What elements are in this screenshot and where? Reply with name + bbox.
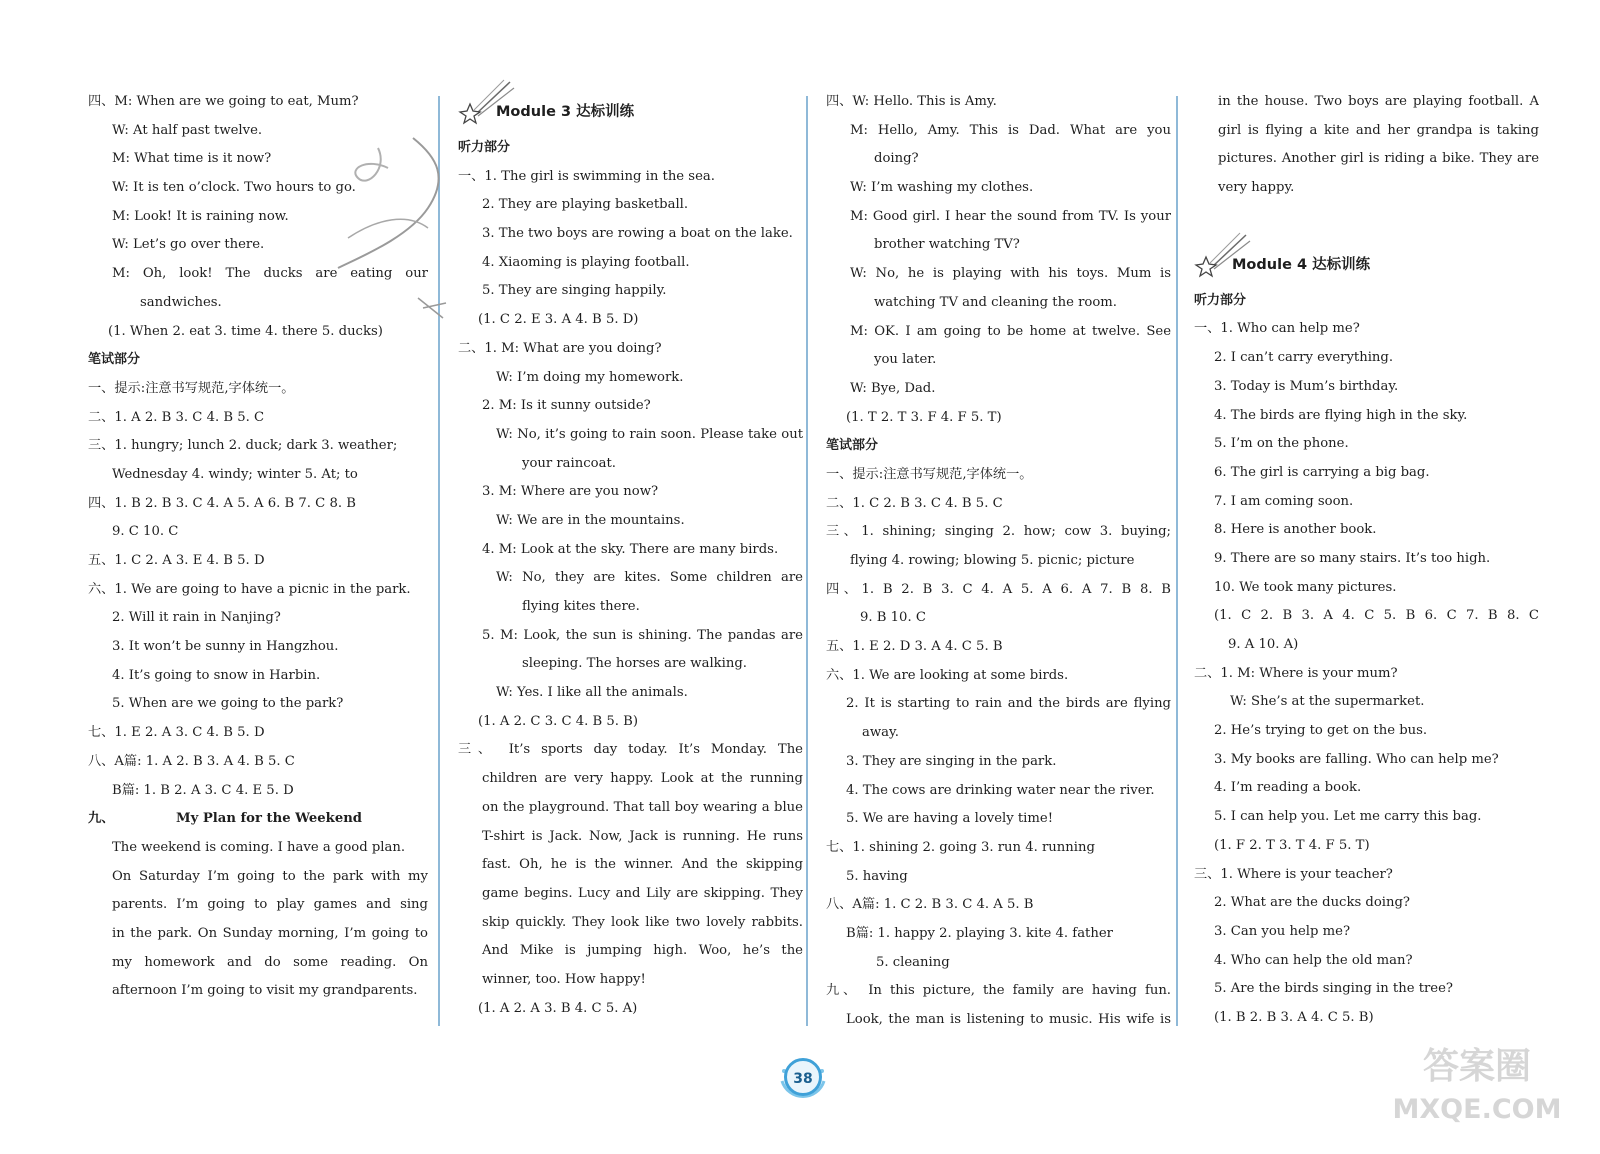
- text-line: sandwiches.: [140, 294, 222, 310]
- passage-line: on the playground. That tall boy wearing a blue: [482, 799, 803, 815]
- column-divider: [806, 96, 808, 1026]
- module-title: Module 4 达标训练: [1232, 256, 1371, 273]
- text-line: M: Hello, Amy. This is Dad. What are you: [850, 122, 1171, 138]
- text-line: W: At half past twelve.: [112, 122, 263, 138]
- text-line: 3. My books are falling. Who can help me?: [1214, 751, 1499, 767]
- text-line: 4. Who can help the old man?: [1214, 952, 1413, 968]
- passage-line: pictures. Another girl is riding a bike. They are: [1218, 151, 1539, 167]
- text-line: 六、1. We are looking at some birds.: [826, 667, 1069, 683]
- text-line: 六、1. We are going to have a picnic in the park.: [88, 581, 411, 597]
- text-line: 5. M: Look, the sun is shining. The pandas are: [482, 627, 803, 643]
- text-line: W: Yes. I like all the animals.: [496, 685, 688, 701]
- passage-line: And Mike is jumping high. Woo, he’s the: [482, 943, 803, 959]
- passage-line: girl is flying a kite and her grandpa is taking: [1218, 122, 1539, 138]
- pencil-scribble: [318, 118, 458, 328]
- text-line: M: Good girl. I hear the sound from TV. Is your: [850, 208, 1171, 224]
- answer-line: 二、1. C 2. B 3. C 4. B 5. C: [826, 495, 1003, 511]
- text-line: 2. He’s trying to get on the bus.: [1214, 723, 1428, 739]
- answer-line: 八、A篇: 1. A 2. B 3. A 4. B 5. C: [88, 753, 295, 769]
- text-line: M: Oh, look! The ducks are eating our: [112, 266, 428, 282]
- text-line: brother watching TV?: [874, 237, 1020, 253]
- text-line: watching TV and cleaning the room.: [874, 294, 1117, 310]
- text-line: 6. The girl is carrying a big bag.: [1214, 464, 1430, 480]
- section-heading: 笔试部分: [826, 438, 879, 454]
- passage-line: in the house. Two boys are playing football. A: [1218, 94, 1539, 109]
- text-line: 4. Xiaoming is playing football.: [482, 254, 690, 270]
- text-line: away.: [862, 725, 899, 741]
- text-line: 5. Are the birds singing in the tree?: [1214, 981, 1453, 997]
- section-heading: 笔试部分: [88, 352, 141, 368]
- text-line: 3. M: Where are you now?: [482, 484, 659, 500]
- text-line: 三、1. Where is your teacher?: [1194, 866, 1393, 882]
- text-line: 一、提示:注意书写规范,字体统一。: [826, 466, 1033, 482]
- watermark-top: 答案圈: [1422, 1046, 1532, 1087]
- text-line: flying kites there.: [522, 599, 640, 614]
- answer-line: 七、1. E 2. A 3. C 4. B 5. D: [88, 725, 265, 741]
- passage-line: winner, too. How happy!: [482, 971, 646, 987]
- text-line: W: No, they are kites. Some children are: [496, 570, 803, 586]
- text-line: M: What time is it now?: [112, 151, 272, 167]
- text-line: 3. Can you help me?: [1214, 923, 1351, 939]
- answer-line: flying 4. rowing; blowing 5. picnic; picture: [850, 553, 1135, 568]
- text-line: M: OK. I am going to be home at twelve. See: [850, 323, 1171, 339]
- answer-line: 5. having: [846, 868, 908, 884]
- text-line: 2. What are the ducks doing?: [1214, 895, 1411, 911]
- text-line: 二、1. M: What are you doing?: [458, 340, 662, 356]
- text-line: 5. When are we going to the park?: [112, 696, 344, 712]
- answer-line: (1. C 2. E 3. A 4. B 5. D): [478, 312, 639, 328]
- text-line: W: No, it’s going to rain soon. Please take out: [496, 426, 803, 442]
- answer-line: 七、1. shining 2. going 3. run 4. running: [826, 839, 1095, 855]
- answer-line: 三、1. shining; singing 2. how; cow 3. buying;: [826, 524, 1171, 540]
- answer-line: 三、1. hungry; lunch 2. duck; dark 3. weather;: [88, 438, 398, 454]
- essay-line: my homework and do some reading. On: [112, 954, 428, 970]
- text-line: 8. Here is another book.: [1214, 522, 1377, 538]
- text-line: 2. It is starting to rain and the birds are flying: [846, 696, 1171, 712]
- text-line: 5. We are having a lovely time!: [846, 811, 1054, 827]
- text-line: 4. I’m reading a book.: [1214, 780, 1362, 796]
- passage-line: Look, the man is listening to music. His wife is: [846, 1012, 1171, 1027]
- answer-line: (1. C 2. B 3. A 4. C 5. B 6. C 7. B 8. C: [1214, 608, 1539, 624]
- essay-line: in the park. On Sunday morning, I’m going to: [112, 925, 428, 941]
- answer-line: 二、1. A 2. B 3. C 4. B 5. C: [88, 409, 265, 425]
- watermark-bottom: MXQE.COM: [1392, 1094, 1562, 1125]
- text-line: 4. The birds are flying high in the sky.: [1214, 407, 1468, 423]
- text-line: 2. I can’t carry everything.: [1214, 350, 1394, 366]
- passage-line: fast. Oh, he is the winner. And the skipping: [482, 857, 803, 873]
- passage-line: skip quickly. They look like two lovely rabbits.: [482, 914, 803, 930]
- text-line: 10. We took many pictures.: [1214, 579, 1397, 595]
- answer-line: 9. B 10. C: [860, 610, 926, 626]
- passage-line: game begins. Lucy and Lily are skipping. They: [482, 885, 803, 901]
- text-line: 5. I’m on the phone.: [1214, 436, 1349, 452]
- text-line: 3. It won’t be sunny in Hangzhou.: [112, 639, 339, 655]
- text-line: 4. The cows are drinking water near the river.: [846, 782, 1155, 798]
- answer-line: (1. A 2. C 3. C 4. B 5. B): [478, 713, 639, 729]
- text-line: 4. It’s going to snow in Harbin.: [112, 667, 321, 683]
- module-3-heading: [458, 90, 803, 134]
- answer-line: 四、1. B 2. B 3. C 4. A 5. A 6. B 7. C 8. B: [88, 495, 356, 511]
- answer-line: B篇: 1. B 2. A 3. C 4. E 5. D: [112, 782, 294, 798]
- text-line: 二、1. M: Where is your mum?: [1194, 665, 1398, 681]
- text-line: 9. There are so many stairs. It’s too high.: [1214, 550, 1491, 566]
- text-line: 5. They are singing happily.: [482, 283, 667, 299]
- essay-line: The weekend is coming. I have a good plan.: [112, 839, 406, 855]
- answer-line: (1. T 2. T 3. F 4. F 5. T): [846, 409, 1002, 425]
- column-divider: [1176, 96, 1178, 1026]
- section-heading: 听力部分: [458, 140, 511, 155]
- text-line: W: No, he is playing with his toys. Mum is: [850, 266, 1171, 282]
- answer-line: B篇: 1. happy 2. playing 3. kite 4. father: [846, 925, 1113, 941]
- passage-line: T-shirt is Jack. Now, Jack is running. He runs: [482, 828, 803, 844]
- answer-line: 八、A篇: 1. C 2. B 3. C 4. A 5. B: [826, 897, 1034, 913]
- essay-line: parents. I’m going to play games and sing: [112, 897, 428, 913]
- answer-line: 五、1. E 2. D 3. A 4. C 5. B: [826, 639, 1003, 655]
- passage-line: very happy.: [1218, 180, 1295, 196]
- text-line: 四、M: When are we going to eat, Mum?: [88, 94, 359, 109]
- page-number: 38: [784, 1058, 822, 1096]
- text-line: sleeping. The horses are walking.: [522, 656, 747, 672]
- module-title: Module 3 达标训练: [496, 104, 635, 120]
- text-line: W: She’s at the supermarket.: [1230, 694, 1425, 710]
- text-line: 一、提示:注意书写规范,字体统一。: [88, 380, 295, 396]
- column-4: [1194, 88, 1539, 1033]
- text-line: 4. M: Look at the sky. There are many birds.: [482, 541, 779, 557]
- text-line: 3. The two boys are rowing a boat on the lake.: [482, 226, 793, 242]
- text-line: W: Bye, Dad.: [850, 380, 936, 396]
- answer-line: (1. B 2. B 3. A 4. C 5. B): [1214, 1009, 1374, 1025]
- column-3: [826, 88, 1171, 1035]
- answer-line: 五、1. C 2. A 3. E 4. B 5. D: [88, 553, 265, 568]
- answer-line: (1. A 2. A 3. B 4. C 5. A): [478, 1000, 638, 1016]
- section-number: 九、: [88, 811, 115, 827]
- text-line: M: Look! It is raining now.: [112, 208, 289, 224]
- answer-line: 5. cleaning: [876, 954, 950, 970]
- text-line: doing?: [874, 151, 919, 167]
- answer-line: 四、1. B 2. B 3. C 4. A 5. A 6. A 7. B 8. B: [826, 581, 1171, 597]
- answer-line: (1. F 2. T 3. T 4. F 5. T): [1214, 837, 1370, 853]
- essay-line: afternoon I’m going to visit my grandparents.: [112, 983, 418, 999]
- text-line: W: Let’s go over there.: [112, 237, 265, 253]
- passage-line: 三、 It’s sports day today. It’s Monday. The: [458, 742, 803, 758]
- text-line: 2. Will it rain in Nanjing?: [112, 610, 281, 626]
- text-line: 2. They are playing basketball.: [482, 197, 689, 213]
- answer-line: (1. When 2. eat 3. time 4. there 5. ducks): [108, 323, 383, 339]
- text-line: 一、1. Who can help me?: [1194, 321, 1360, 337]
- watermark-logo: [1392, 1038, 1562, 1126]
- text-line: 2. M: Is it sunny outside?: [482, 398, 651, 414]
- text-line: W: I’m washing my clothes.: [850, 180, 1034, 196]
- answer-line: 9. A 10. A): [1228, 637, 1299, 652]
- text-line: you later.: [874, 352, 937, 368]
- text-line: 3. They are singing in the park.: [846, 753, 1057, 769]
- answer-line: Wednesday 4. windy; winter 5. At; to: [112, 466, 358, 482]
- text-line: 一、1. The girl is swimming in the sea.: [458, 168, 715, 184]
- text-line: 3. Today is Mum’s birthday.: [1214, 378, 1399, 394]
- essay-line: On Saturday I’m going to the park with my: [112, 868, 428, 884]
- text-line: W: We are in the mountains.: [496, 512, 685, 528]
- passage-line: children are very happy. Look at the running: [482, 771, 803, 787]
- text-line: 四、W: Hello. This is Amy.: [826, 94, 997, 109]
- passage-line: 九、 In this picture, the family are having fun.: [826, 983, 1171, 999]
- essay-title: My Plan for the Weekend: [176, 811, 363, 827]
- essay-title-line: [88, 805, 428, 834]
- text-line: 7. I am coming soon.: [1214, 493, 1354, 509]
- module-4-heading: [1194, 243, 1539, 287]
- text-line: 5. I can help you. Let me carry this bag.: [1214, 809, 1482, 825]
- text-line: W: I’m doing my homework.: [496, 369, 684, 385]
- text-line: your raincoat.: [522, 455, 616, 471]
- text-line: W: It is ten o’clock. Two hours to go.: [112, 180, 356, 196]
- column-2: [458, 88, 803, 1023]
- answer-line: 9. C 10. C: [112, 524, 179, 540]
- section-heading: 听力部分: [1194, 292, 1247, 308]
